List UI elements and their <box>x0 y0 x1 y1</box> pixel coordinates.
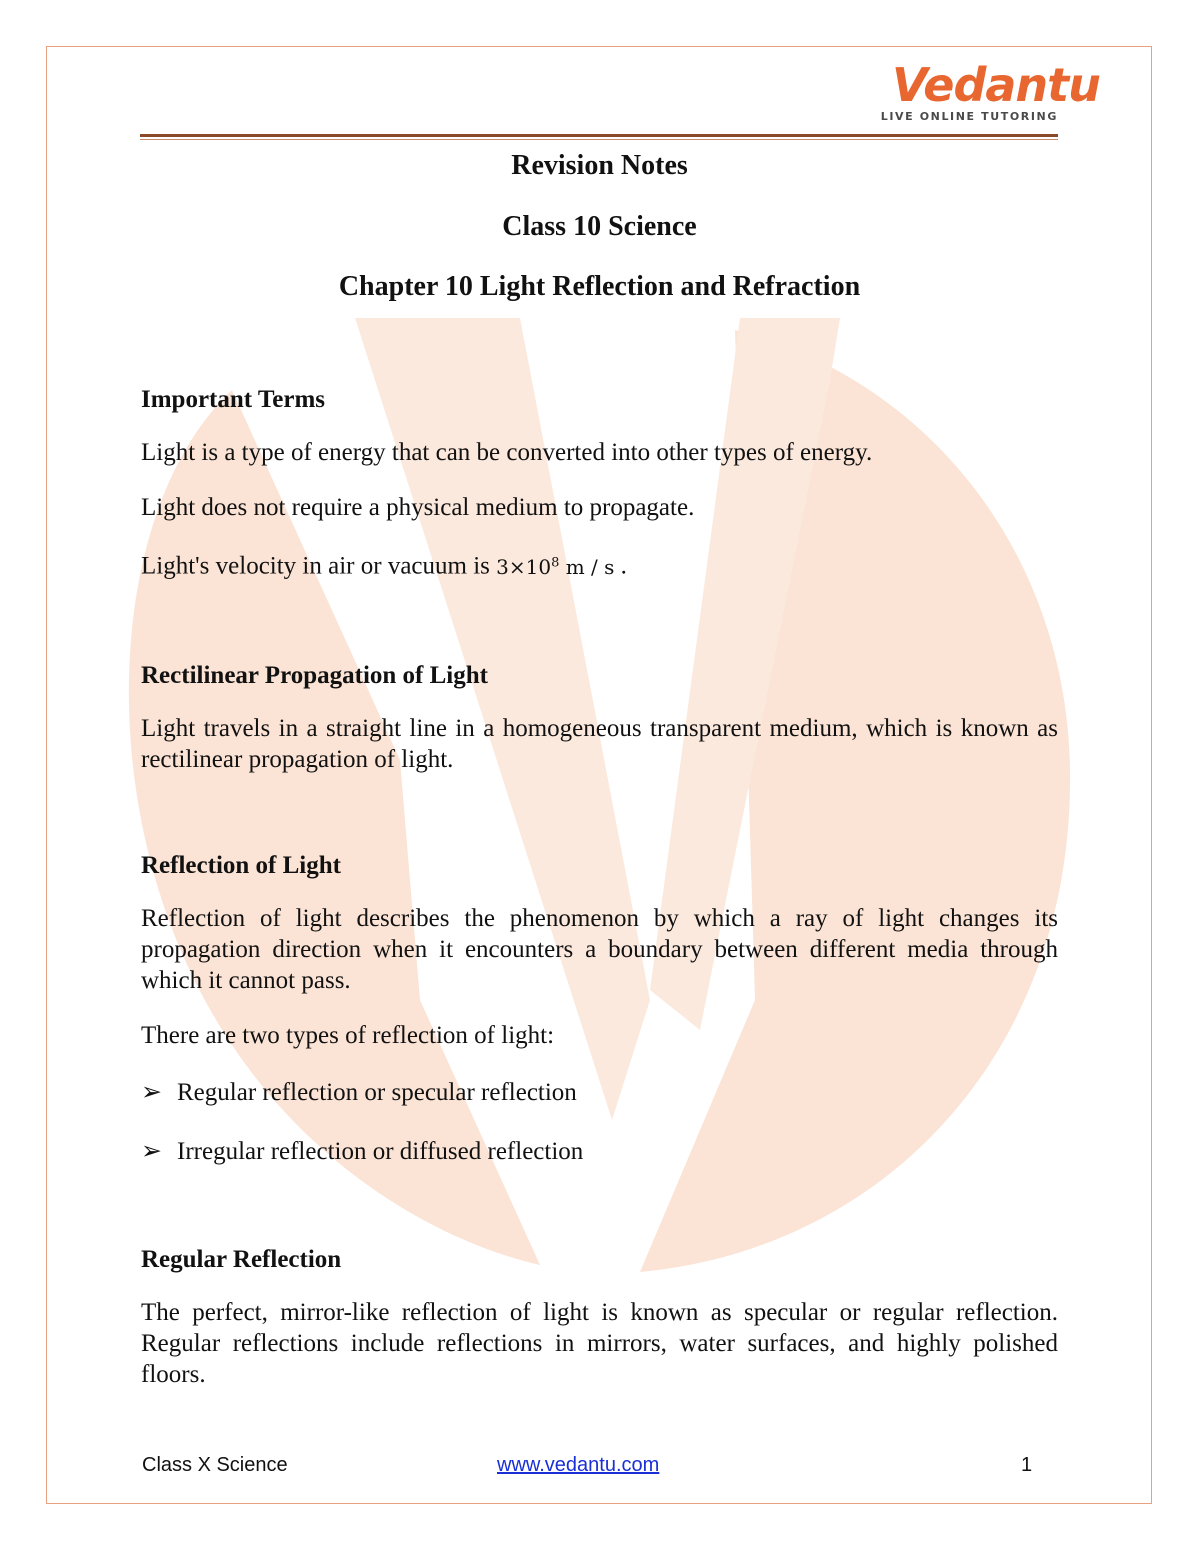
paragraph-light-medium: Light does not require a physical medium to propagate. <box>141 494 695 521</box>
paragraph-light-velocity <box>141 547 1058 583</box>
paragraph-rectilinear: Light travels in a straight line in a homogeneous transparent medium, which is known as rectilinear propagation of light. <box>141 714 1058 773</box>
heading-important-terms: Important Terms <box>141 386 326 413</box>
velocity-value <box>496 555 614 579</box>
doc-title: Revision Notes <box>511 150 688 181</box>
velocity-end: . <box>614 552 627 580</box>
heading-rectilinear-propagation: Rectilinear Propagation of Light <box>141 661 488 689</box>
header-divider-thin <box>140 139 1058 140</box>
paragraph-reflection-definition: Reflection of light describes the phenomenon by which a ray of light changes its propagation direction when it encounters a boundary between different media through which it cannot pass. <box>141 904 1058 994</box>
velocity-unit: m / s <box>559 554 615 579</box>
bullet-regular-reflection: Regular reflection or specular reflection <box>177 1078 577 1106</box>
vedantu-logo <box>878 58 1100 128</box>
arrow-bullet-icon: ➢ <box>141 1137 162 1165</box>
logo-tagline: LIVE ONLINE TUTORING <box>880 110 1058 123</box>
velocity-exponent: 8 <box>551 555 560 570</box>
footer-subject: Class X Science <box>142 1454 288 1476</box>
footer-website-link[interactable]: www.vedantu.com <box>497 1454 660 1476</box>
document-body <box>141 148 1058 1390</box>
arrow-bullet-icon: ➢ <box>141 1078 162 1106</box>
paragraph-light-energy: Light is a type of energy that can be converted into other types of energy. <box>141 439 873 466</box>
header-divider <box>140 134 1058 137</box>
doc-subtitle-chapter: Chapter 10 Light Reflection and Refraction <box>338 271 861 302</box>
velocity-base: 3×10 <box>496 554 552 579</box>
paragraph-reflection-types: There are two types of reflection of light: <box>141 1021 555 1049</box>
doc-subtitle-class: Class 10 Science <box>502 211 697 242</box>
bullet-irregular-reflection: Irregular reflection or diffused reflection <box>177 1137 584 1165</box>
heading-regular-reflection: Regular Reflection <box>141 1245 342 1273</box>
footer-page-number: 1 <box>1021 1454 1033 1476</box>
velocity-text: Light's velocity in air or vacuum is <box>141 552 497 580</box>
heading-reflection-of-light: Reflection of Light <box>141 851 341 879</box>
list-item <box>141 1077 1058 1108</box>
logo-wordmark: Vedantu <box>892 58 1100 112</box>
list-item <box>141 1136 1058 1167</box>
paragraph-regular-reflection: The perfect, mirror-like reflection of light is known as specular or regular reflection. Regular reflections include reflections in mirrors, water surfaces, and highly polished floors. <box>141 1298 1058 1388</box>
